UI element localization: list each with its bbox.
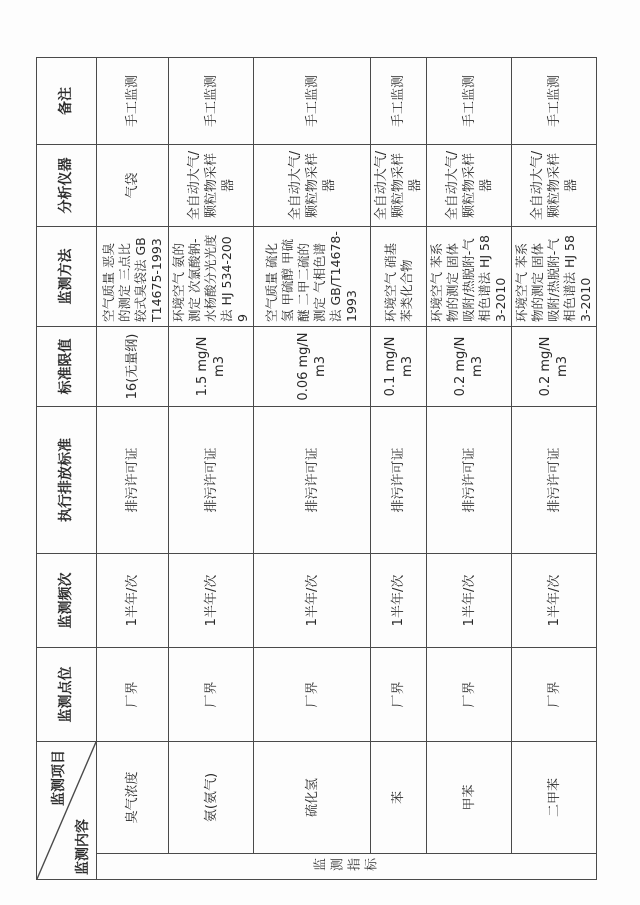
table-row [254, 58, 371, 880]
corner-top-label: 监测项目 [51, 750, 67, 806]
cell-point: 厂界 [254, 648, 371, 742]
cell-point: 厂界 [427, 648, 512, 742]
cell-limit: 1.5 mg/Nm3 [169, 327, 254, 407]
header-method: 监测方法 [37, 227, 97, 327]
cell-frequency: 1半年/次 [97, 554, 169, 648]
cell-standard: 排污许可证 [512, 407, 597, 554]
table-row [512, 58, 597, 880]
cell-remark: 手工监测 [427, 58, 512, 145]
cell-limit: 0.2 mg/Nm3 [427, 327, 512, 407]
cell-item: 苯 [371, 742, 427, 854]
header-frequency: 监测频次 [37, 554, 97, 648]
cell-frequency: 1半年/次 [169, 554, 254, 648]
table-row [97, 58, 169, 880]
cell-standard: 排污许可证 [254, 407, 371, 554]
cell-method: 环境空气 苯系物的测定 固体吸附/热脱附-气相色谱法 HJ 583-2010 [512, 227, 597, 327]
header-point: 监测点位 [37, 648, 97, 742]
cell-point: 厂界 [512, 648, 597, 742]
cell-standard: 排污许可证 [371, 407, 427, 554]
cell-standard: 排污许可证 [169, 407, 254, 554]
corner-bottom-label: 监测内容 [75, 819, 91, 875]
cell-limit: 0.2 mg/Nm3 [512, 327, 597, 407]
cell-remark: 手工监测 [371, 58, 427, 145]
cell-frequency: 1半年/次 [427, 554, 512, 648]
cell-frequency: 1半年/次 [512, 554, 597, 648]
header-limit: 标准限值 [37, 327, 97, 407]
table-row [371, 58, 427, 880]
header-instrument: 分析仪器 [37, 145, 97, 227]
cell-instrument: 全自动大气/颗粒物采样器 [371, 145, 427, 227]
cell-instrument: 全自动大气/颗粒物采样器 [427, 145, 512, 227]
cell-item: 臭气浓度 [97, 742, 169, 854]
rotated-table-wrapper [36, 58, 593, 880]
cell-method: 环境空气 硝基苯类化合物 [371, 227, 427, 327]
cell-item: 硫化氢 [254, 742, 371, 854]
cell-remark: 手工监测 [169, 58, 254, 145]
cell-point: 厂界 [169, 648, 254, 742]
cell-instrument: 全自动大气/颗粒物采样器 [169, 145, 254, 227]
cell-limit: 16(无量纲) [97, 327, 169, 407]
header-row [37, 58, 97, 880]
side-label-cell [97, 854, 597, 880]
cell-instrument: 全自动大气/颗粒物采样器 [512, 145, 597, 227]
cell-remark: 手工监测 [512, 58, 597, 145]
side-label: 监测指标 [312, 859, 381, 874]
cell-instrument: 气袋 [97, 145, 169, 227]
cell-standard: 排污许可证 [427, 407, 512, 554]
cell-item: 二甲苯 [512, 742, 597, 854]
cell-method: 环境空气 苯系物的测定 固体吸附/热脱附-气相色谱法 HJ 583-2010 [427, 227, 512, 327]
cell-remark: 手工监测 [97, 58, 169, 145]
table-row [169, 58, 254, 880]
cell-point: 厂界 [371, 648, 427, 742]
cell-item: 氨(氨气) [169, 742, 254, 854]
cell-item: 甲苯 [427, 742, 512, 854]
header-remark: 备注 [37, 58, 97, 145]
cell-limit: 0.1 mg/Nm3 [371, 327, 427, 407]
header-corner [37, 742, 97, 880]
cell-method: 空气质量 恶臭的测定 三点比较式臭袋法 GB T14675-1993 [97, 227, 169, 327]
cell-frequency: 1半年/次 [371, 554, 427, 648]
cell-standard: 排污许可证 [97, 407, 169, 554]
cell-remark: 手工监测 [254, 58, 371, 145]
cell-frequency: 1半年/次 [254, 554, 371, 648]
cell-instrument: 全自动大气/颗粒物采样器 [254, 145, 371, 227]
cell-point: 厂界 [97, 648, 169, 742]
header-standard: 执行排放标准 [37, 407, 97, 554]
monitoring-table [36, 57, 597, 880]
cell-method: 环境空气 氨的测定 次氯酸钠-水杨酸分光光度法 HJ 534-2009 [169, 227, 254, 327]
table-row [427, 58, 512, 880]
cell-method: 空气质量 硫化氢 甲硫醇 甲硫醚 二甲二硫的测定 气相色谱法 GB/T14678-1993 [254, 227, 371, 327]
cell-limit: 0.06 mg/Nm3 [254, 327, 371, 407]
